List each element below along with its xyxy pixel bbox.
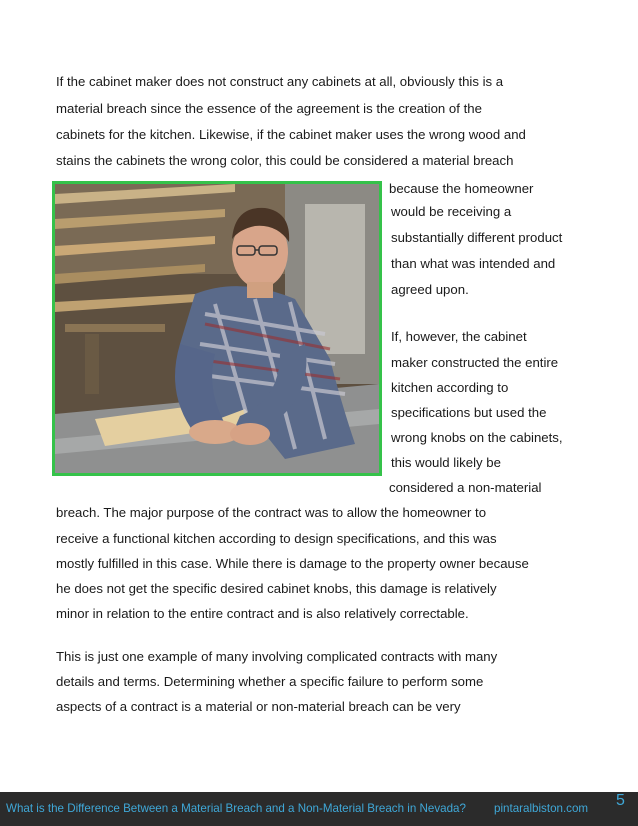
side-text-line-10: wrong knobs on the cabinets, [391,430,563,445]
side-text-line-12: considered a non-material [389,480,542,495]
cabinet-maker-photo [52,181,382,476]
page-number: 5 [616,792,625,809]
paragraph-2-line-4: he does not get the specific desired cabinet knobs, this damage is relatively [56,581,497,596]
side-text-line-8: kitchen according to [391,380,509,395]
paragraph-1-line-2: material breach since the essence of the agreement is the creation of the [56,101,482,116]
paragraph-1-line-3: cabinets for the kitchen. Likewise, if the cabinet maker uses the wrong wood and [56,127,526,142]
paragraph-3-line-3: aspects of a contract is a material or non-material breach can be very [56,699,461,714]
footer-website-link[interactable]: pintaralbiston.com [494,802,589,815]
paragraph-2-line-1: breach. The major purpose of the contract was to allow the homeowner to [56,505,487,520]
footer-document-title: What is the Difference Between a Material Breach and a Non-Material Breach in Nevada? [6,802,466,815]
paragraph-3-line-1: This is just one example of many involving complicated contracts with many [56,649,498,664]
side-text-line-1: because the homeowner [389,181,534,196]
cabinet-maker-illustration [55,184,379,473]
side-text-line-11: this would likely be [391,455,501,470]
side-text-line-2: would be receiving a [391,204,512,219]
paragraph-3-line-2: details and terms. Determining whether a specific failure to perform some [56,674,484,689]
paragraph-2-line-2: receive a functional kitchen according to design specifications, and this was [56,531,497,546]
paragraph-2-line-5: minor in relation to the entire contract and is also relatively correctable. [56,606,469,621]
side-text-line-6: If, however, the cabinet [391,329,527,344]
paragraph-1-line-1: If the cabinet maker does not construct any cabinets at all, obviously this is a [56,74,504,89]
side-text-line-9: specifications but used the [391,405,547,420]
paragraph-2-line-3: mostly fulfilled in this case. While there is damage to the property owner because [56,556,529,571]
side-text-line-4: than what was intended and [391,256,556,271]
paragraph-1-line-4: stains the cabinets the wrong color, this could be considered a material breach [56,153,514,168]
side-text-line-7: maker constructed the entire [391,355,559,370]
side-text-line-3: substantially different product [391,230,563,245]
side-text-line-5: agreed upon. [391,282,469,297]
